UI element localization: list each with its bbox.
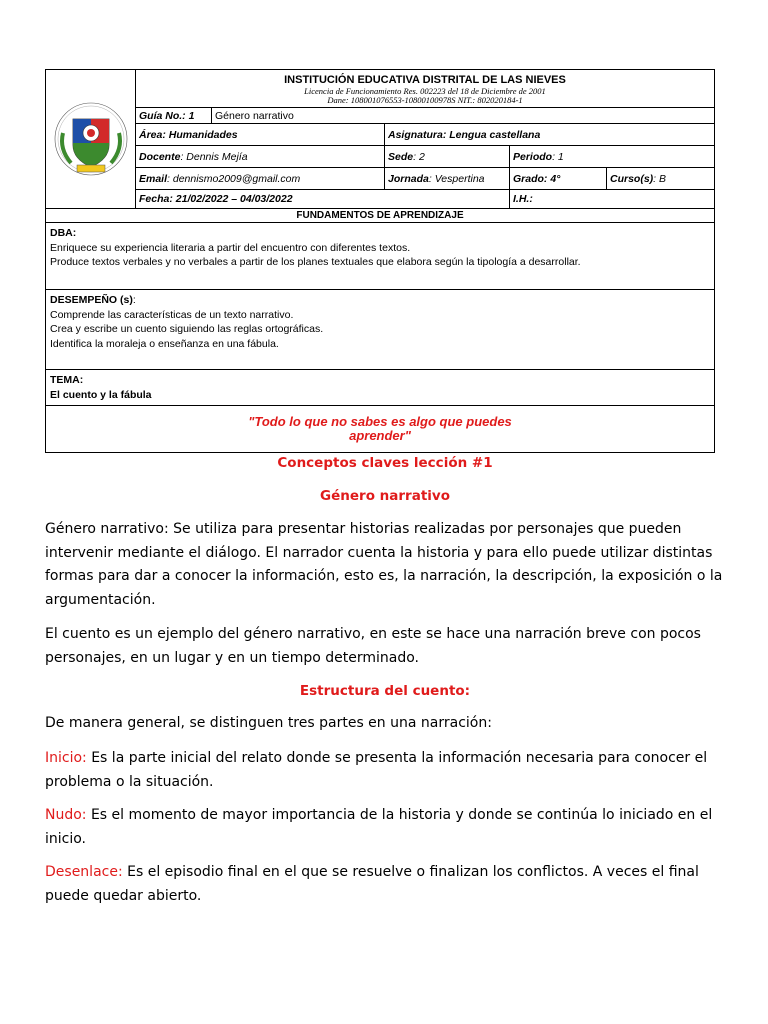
cuento-text: El cuento es un ejemplo del género narrativo, en este se hace una narración breve con pocos personajes, en un lugar y en un tiempo determinado.: [45, 626, 701, 666]
desenlace-label: Desenlace:: [45, 864, 123, 880]
paragraph-inicio: [45, 747, 725, 794]
ih-field: I.H.:: [510, 190, 715, 209]
sede-field: [385, 146, 510, 168]
paragraph-nudo: [45, 804, 725, 851]
quote-line: aprender": [349, 428, 411, 443]
periodo-value: : 1: [552, 150, 564, 163]
inicio-text: Es la parte inicial del relato donde se presenta la información necesaria para conocer el problema o la situación.: [45, 750, 708, 790]
dba-item: Produce textos verbales y no verbales a partir de los planes textuales que elabora según la tipología a desarrollar.: [50, 256, 581, 268]
desempeno-item: Identifica la moraleja o enseñanza en una fábula.: [50, 337, 279, 350]
institution-header: [136, 70, 715, 108]
school-crest-logo: [49, 83, 133, 193]
desempeno-title: DESEMPEÑO (s): [50, 294, 133, 306]
nudo-text: Es el momento de mayor importancia de la historia y donde se continúa lo iniciado en el inicio.: [45, 807, 713, 847]
fecha-field: Fecha: 21/02/2022 – 04/03/2022: [136, 190, 510, 209]
curso-value: : B: [653, 172, 667, 185]
desenlace-text: Es el episodio final en el que se resuelve o finalizan los conflictos. A veces el final puede quedar abierto.: [45, 864, 699, 904]
genero-text: : Se utiliza para presentar historias realizadas por personajes que pueden intervenir mediante el diálogo. El narrador cuenta la historia y para ello puede utilizar distintas formas para dar a conocer la información, esto es, la narración, la descripción, la exposición o la argumentación.: [45, 521, 723, 608]
sede-label: Sede: [388, 150, 414, 163]
email-field: [136, 168, 385, 190]
guia-value: Género narrativo: [212, 108, 715, 124]
email-value: : dennismo2009@gmail.com: [167, 172, 301, 185]
docente-value: : Dennis Mejía: [180, 150, 248, 163]
dba-title: DBA:: [50, 227, 77, 239]
curso-field: [607, 168, 715, 190]
dba-item: Enriquece su experiencia literaria a partir del encuentro con diferentes textos.: [50, 241, 411, 254]
tema-title: TEMA:: [50, 374, 84, 386]
genre-heading: Género narrativo: [320, 488, 450, 504]
email-label: Email: [139, 172, 168, 185]
nudo-label: Nudo:: [45, 807, 87, 823]
area-field: Área: Humanidades: [136, 124, 385, 146]
guia-label: Guía No.: 1: [136, 108, 212, 124]
genero-label: Género narrativo: [45, 521, 164, 537]
license-text: Licencia de Funcionamiento Res. 002223 del 18 de Diciembre de 2001: [304, 86, 546, 96]
quote-line: "Todo lo que no sabes es algo que puedes: [248, 414, 512, 429]
desempeno-heading: [50, 293, 710, 308]
tema-section: [46, 370, 715, 406]
structure-heading: Estructura del cuento:: [299, 683, 471, 699]
curso-label: Curso(s): [610, 172, 654, 185]
header-table: [45, 69, 715, 453]
desempeno-item: Crea y escribe un cuento siguiendo las reglas ortográficas.: [50, 323, 324, 335]
paragraph-genero: [45, 518, 725, 612]
docente-label: Docente: [139, 150, 181, 163]
jornada-value: : Vespertina: [428, 172, 485, 185]
sede-value: : 2: [413, 150, 425, 163]
asignatura-field: Asignatura: Lengua castellana: [385, 124, 715, 146]
paragraph-cuento: [45, 623, 725, 670]
dba-section: [46, 223, 715, 290]
grado-field: Grado: 4°: [510, 168, 607, 190]
periodo-label: Periodo: [513, 150, 553, 163]
paragraph-partes: [45, 712, 725, 736]
quote-cell: [46, 406, 715, 453]
inicio-label: Inicio:: [45, 750, 87, 766]
desempeno-section: [46, 290, 715, 370]
school-logo-cell: [46, 70, 136, 209]
institution-name: INSTITUCIÓN EDUCATIVA DISTRITAL DE LAS NIEVES: [284, 74, 566, 86]
paragraph-desenlace: [45, 861, 725, 908]
jornada-field: [385, 168, 510, 190]
desempeno-colon: :: [132, 294, 136, 306]
desempeno-item: Comprende las características de un texto narrativo.: [50, 308, 294, 321]
partes-text: De manera general, se distinguen tres partes en una narración:: [45, 715, 492, 731]
dane-text: Dane: 108001076553-10800100978S NIT.: 802020184-1: [327, 95, 523, 105]
docente-field: [136, 146, 385, 168]
jornada-label: Jornada: [388, 172, 429, 185]
fundamentos-title: FUNDAMENTOS DE APRENDIZAJE: [46, 209, 715, 223]
periodo-field: [510, 146, 715, 168]
tema-value: El cuento y la fábula: [50, 388, 152, 401]
lesson-heading: Conceptos claves lección #1: [277, 455, 493, 471]
